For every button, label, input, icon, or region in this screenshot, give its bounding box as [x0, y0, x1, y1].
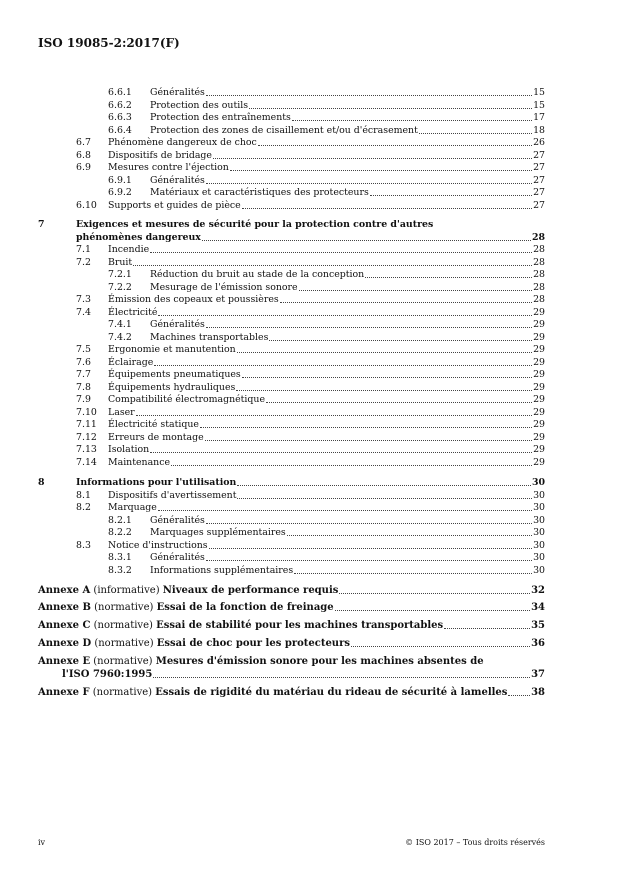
- toc-title: Émission des copeaux et poussières: [108, 294, 279, 305]
- toc-leader: [237, 352, 532, 353]
- toc-page: 29: [533, 331, 545, 343]
- toc-entry-7-4[interactable]: [76, 307, 545, 319]
- toc-page: 30: [533, 514, 545, 526]
- toc-leader: [236, 390, 532, 391]
- toc-number: 7.2.1: [108, 269, 132, 280]
- toc-number: 6.6.2: [108, 99, 132, 111]
- toc-leader: [280, 302, 532, 303]
- toc-page: 29: [533, 456, 545, 468]
- toc-number: 8: [38, 477, 45, 488]
- annex-title: Essai de stabilité pour les machines transportables: [156, 620, 444, 631]
- toc-entry-7-13[interactable]: [76, 444, 545, 456]
- toc-entry-8-2-1[interactable]: [108, 515, 545, 527]
- annex-kind: (informative): [93, 585, 160, 596]
- toc-leader: [365, 277, 532, 278]
- toc-entry-7-7[interactable]: [76, 369, 545, 381]
- annex-label: Annexe D: [38, 638, 92, 649]
- toc-leader: [206, 523, 532, 524]
- toc-page: 15: [533, 87, 545, 98]
- toc-page: 29: [533, 394, 545, 405]
- toc-number: 6.10: [76, 199, 97, 211]
- toc-title: Équipements hydrauliques: [108, 381, 236, 393]
- toc-entry-6-6-3[interactable]: [108, 112, 545, 124]
- toc-leader: [444, 628, 530, 629]
- toc-title: Isolation: [108, 444, 150, 455]
- toc-page: 35: [531, 620, 545, 631]
- toc-entry-6-6-2[interactable]: [108, 100, 545, 112]
- toc-page: 28: [533, 281, 545, 293]
- toc-number: 6.9.1: [108, 174, 132, 186]
- toc-entry-6-9[interactable]: [76, 162, 545, 174]
- toc-number: 7.6: [76, 356, 91, 368]
- toc-number: 7.12: [76, 431, 97, 443]
- toc-entry-7-10[interactable]: [76, 407, 545, 419]
- toc-title: Généralités: [150, 514, 205, 526]
- toc-page: 30: [533, 552, 545, 563]
- toc-leader: [209, 548, 532, 549]
- toc-page: 29: [533, 406, 545, 418]
- toc-leader: [206, 327, 532, 328]
- toc-number: 6.6.4: [108, 124, 132, 136]
- toc-number: 6.9: [76, 162, 91, 173]
- toc-entry-7-1[interactable]: [76, 244, 545, 256]
- annex-title: Mesures d'émission sonore pour les machines absentes de: [155, 656, 484, 667]
- toc-number: 7.8: [76, 381, 91, 393]
- toc-entry-7-6[interactable]: [76, 357, 545, 369]
- toc-entry-6-6-4[interactable]: [108, 125, 545, 137]
- toc-page: 27: [533, 199, 545, 211]
- toc-number: 8.3.2: [108, 564, 132, 576]
- toc-leader: [266, 402, 532, 403]
- toc-entry-7-14[interactable]: [76, 457, 545, 469]
- toc-leader: [269, 340, 532, 341]
- toc-leader: [136, 415, 532, 416]
- toc-number: 7.1: [76, 244, 91, 255]
- toc-leader: [206, 95, 532, 96]
- toc-page: 29: [533, 344, 545, 355]
- toc-number: 8.2.2: [108, 527, 132, 538]
- toc-entry-7-line1[interactable]: [38, 219, 545, 231]
- toc-page: 29: [533, 319, 545, 330]
- toc-number: 8.3: [76, 539, 91, 551]
- toc-title: Matériaux et caractéristiques des protecteurs: [150, 187, 369, 198]
- toc-number: 7.2.2: [108, 281, 132, 293]
- toc-leader: [508, 695, 530, 696]
- toc-title: Maintenance: [108, 456, 171, 468]
- toc-title: Électricité statique: [108, 419, 199, 430]
- toc-page: 36: [531, 638, 545, 649]
- toc-title: Électricité: [108, 306, 158, 318]
- toc-number: 7.3: [76, 294, 91, 305]
- toc-page: 17: [533, 112, 545, 123]
- toc-entry-8-1[interactable]: [76, 490, 545, 502]
- toc-leader: [158, 315, 532, 316]
- toc-number: 7.13: [76, 444, 97, 455]
- toc-leader: [419, 133, 532, 134]
- toc-entry-6-9-1[interactable]: [108, 175, 545, 187]
- toc-number: 7.11: [76, 419, 97, 430]
- toc-page: 37: [531, 669, 545, 680]
- toc-page: 28: [531, 231, 545, 243]
- toc-entry-7-line2[interactable]: [38, 232, 545, 244]
- toc-entry-6-8[interactable]: [76, 150, 545, 162]
- toc-page: 32: [531, 585, 545, 596]
- toc-title: Erreurs de montage: [108, 431, 204, 443]
- toc-entry-7-5[interactable]: [76, 344, 545, 356]
- toc-page: 29: [533, 381, 545, 393]
- toc-page: 27: [533, 162, 545, 173]
- toc-leader: [230, 170, 532, 171]
- copyright-notice: © ISO 2017 – Tous droits réservés: [405, 838, 545, 847]
- toc-leader: [335, 610, 530, 611]
- toc-page: 29: [533, 356, 545, 368]
- toc-title: Dispositifs d'avertissement: [108, 489, 237, 501]
- toc-title: Protection des entraînements: [150, 112, 291, 123]
- toc-leader: [292, 120, 532, 121]
- toc-number: 6.7: [76, 137, 91, 148]
- toc-title: Bruit: [108, 256, 133, 268]
- annex-kind: (normative): [93, 620, 153, 631]
- annex-title: Essais de rigidité du matériau du rideau de sécurité à lamelles: [155, 687, 508, 698]
- toc-number: 6.6.1: [108, 87, 132, 98]
- toc-title: Mesures contre l'éjection: [108, 162, 229, 173]
- toc-title: Protection des outils: [150, 99, 249, 111]
- toc-annex-d[interactable]: [38, 638, 545, 650]
- toc-leader: [206, 183, 532, 184]
- annex-label: Annexe E: [38, 656, 91, 667]
- toc-entry-7-4-2[interactable]: [108, 332, 545, 344]
- toc-leader: [206, 560, 532, 561]
- toc-page: 27: [533, 187, 545, 198]
- annex-kind: (normative): [92, 687, 153, 698]
- annex-label: Annexe C: [38, 620, 91, 631]
- toc-leader: [237, 485, 531, 486]
- toc-entry-7-2-1[interactable]: [108, 269, 545, 281]
- toc-title: Supports et guides de pièce: [108, 199, 241, 211]
- toc-number: 7: [38, 219, 45, 230]
- toc-title: Informations supplémentaires: [150, 564, 294, 576]
- toc-leader: [242, 377, 532, 378]
- toc-entry-7-9[interactable]: [76, 394, 545, 406]
- toc-title: phénomènes dangereux: [76, 231, 201, 243]
- toc-leader: [200, 427, 532, 428]
- toc-page: 27: [533, 174, 545, 186]
- toc-entry-7-2[interactable]: [76, 257, 545, 269]
- toc-number: 7.4: [76, 306, 91, 318]
- toc-entry-6-10[interactable]: [76, 200, 545, 212]
- toc-title: Protection des zones de cisaillement et/ou d'écrasement: [150, 124, 418, 136]
- toc-leader: [351, 646, 530, 647]
- toc-leader: [299, 290, 532, 291]
- toc-page: 34: [531, 602, 545, 613]
- toc-number: 6.8: [76, 149, 91, 161]
- toc-number: 7.9: [76, 394, 91, 405]
- annex-label: Annexe F: [38, 687, 90, 698]
- toc-page: 30: [533, 489, 545, 501]
- toc-entry-7-2-2[interactable]: [108, 282, 545, 294]
- toc-leader: [242, 208, 532, 209]
- toc-leader: [133, 265, 532, 266]
- annex-kind: (normative): [94, 602, 154, 613]
- toc-leader: [258, 145, 532, 146]
- toc-entry-7-11[interactable]: [76, 419, 545, 431]
- toc-number: 8.2.1: [108, 514, 132, 526]
- toc-leader: [150, 252, 532, 253]
- toc-entry-6-9-2[interactable]: [108, 187, 545, 199]
- toc-page: 26: [533, 137, 545, 148]
- toc-annex-b[interactable]: [38, 602, 545, 614]
- toc-number: 6.6.3: [108, 112, 132, 123]
- toc-entry-8-2[interactable]: [76, 502, 545, 514]
- toc-leader: [237, 498, 532, 499]
- toc-leader: [158, 510, 532, 511]
- toc-title: Laser: [108, 406, 135, 418]
- toc-entry-7-12[interactable]: [76, 432, 545, 444]
- toc-title: Généralités: [150, 552, 205, 563]
- toc-page: 29: [533, 431, 545, 443]
- toc-entry-6-6-1[interactable]: [108, 87, 545, 99]
- annex-label: Annexe B: [38, 602, 91, 613]
- toc-page: 38: [531, 687, 545, 698]
- annex-title: l'ISO 7960:1995: [62, 669, 153, 680]
- annex-kind: (normative): [94, 638, 154, 649]
- toc-title: Généralités: [150, 319, 205, 330]
- toc-page: 29: [533, 369, 545, 380]
- toc-title: Généralités: [150, 174, 205, 186]
- toc-page: 15: [533, 99, 545, 111]
- toc-leader: [213, 158, 532, 159]
- toc-number: 7.14: [76, 456, 97, 468]
- toc-title: Exigences et mesures de sécurité pour la protection contre d'autres: [76, 219, 434, 230]
- toc-number: 8.3.1: [108, 552, 132, 563]
- toc-number: 7.5: [76, 344, 91, 355]
- toc-title: Machines transportables: [150, 331, 269, 343]
- toc-page: 29: [533, 419, 545, 430]
- toc-page: 30: [533, 539, 545, 551]
- annex-label: Annexe A: [38, 585, 91, 596]
- toc-annex-a[interactable]: [38, 585, 545, 597]
- toc-entry-8-2-2[interactable]: [108, 527, 545, 539]
- toc-page: 28: [533, 294, 545, 305]
- toc-page: 30: [533, 527, 545, 538]
- toc-leader: [205, 440, 532, 441]
- page-number: iv: [38, 838, 46, 847]
- toc-title: Éclairage: [108, 356, 154, 368]
- toc-title: Informations pour l'utilisation: [76, 477, 237, 488]
- toc-page: 30: [531, 477, 545, 488]
- toc-title: Ergonomie et manutention: [108, 344, 236, 355]
- toc-leader: [287, 535, 532, 536]
- toc-number: 8.2: [76, 502, 91, 513]
- toc-title: Généralités: [150, 87, 205, 98]
- toc-number: 7.7: [76, 369, 91, 380]
- toc-leader: [154, 365, 532, 366]
- toc-entry-6-7[interactable]: [76, 137, 545, 149]
- toc-annex-e-line2[interactable]: [38, 669, 545, 681]
- toc-page: 28: [533, 244, 545, 255]
- toc-entry-8-3-2[interactable]: [108, 565, 545, 577]
- toc-title: Marquage: [108, 502, 157, 513]
- annex-title: Essai de choc pour les protecteurs: [156, 638, 350, 649]
- toc-page: 28: [533, 269, 545, 280]
- annex-title: Niveaux de performance requis: [162, 585, 339, 596]
- toc-page: 30: [533, 564, 545, 576]
- toc-title: Équipements pneumatiques: [108, 369, 241, 380]
- toc-annex-e-line1[interactable]: [38, 656, 545, 668]
- toc-entry-7-4-1[interactable]: [108, 319, 545, 331]
- toc-number: 7.4.1: [108, 319, 132, 330]
- toc-leader: [294, 573, 532, 574]
- toc-entry-7-3[interactable]: [76, 294, 545, 306]
- toc-page: 27: [533, 149, 545, 161]
- toc-entry-8[interactable]: [38, 477, 545, 489]
- toc-leader: [249, 108, 532, 109]
- toc-leader: [150, 452, 532, 453]
- annex-title: Essai de la fonction de freinage: [156, 602, 334, 613]
- document-id: ISO 19085-2:2017(F): [38, 36, 180, 50]
- toc-leader: [339, 593, 530, 594]
- toc-page: 18: [533, 124, 545, 136]
- toc-page: 30: [533, 502, 545, 513]
- toc-page: 29: [533, 444, 545, 455]
- toc-page: 28: [533, 256, 545, 268]
- toc-leader: [153, 677, 530, 678]
- toc-title: Dispositifs de bridage: [108, 149, 212, 161]
- toc-entry-8-3[interactable]: [76, 540, 545, 552]
- toc-leader: [202, 240, 531, 241]
- toc-number: 7.10: [76, 406, 97, 418]
- toc-number: 6.9.2: [108, 187, 132, 198]
- toc-entry-7-8[interactable]: [76, 382, 545, 394]
- toc-leader: [171, 465, 532, 466]
- toc-title: Phénomène dangereux de choc: [108, 137, 257, 148]
- toc-title: Mesurage de l'émission sonore: [150, 281, 298, 293]
- toc-number: 8.1: [76, 489, 91, 501]
- toc-title: Marquages supplémentaires: [150, 527, 286, 538]
- toc-title: Réduction du bruit au stade de la conception: [150, 269, 365, 280]
- toc-leader: [370, 195, 532, 196]
- annex-kind: (normative): [93, 656, 153, 667]
- toc-number: 7.4.2: [108, 331, 132, 343]
- toc-annex-f[interactable]: [38, 687, 545, 699]
- toc-number: 7.2: [76, 256, 91, 268]
- toc-title: Compatibilité électromagnétique: [108, 394, 266, 405]
- toc-entry-8-3-1[interactable]: [108, 552, 545, 564]
- toc-page: 29: [533, 306, 545, 318]
- toc-annex-c[interactable]: [38, 620, 545, 632]
- toc-title: Incendie: [108, 244, 150, 255]
- toc-title: Notice d'instructions: [108, 539, 208, 551]
